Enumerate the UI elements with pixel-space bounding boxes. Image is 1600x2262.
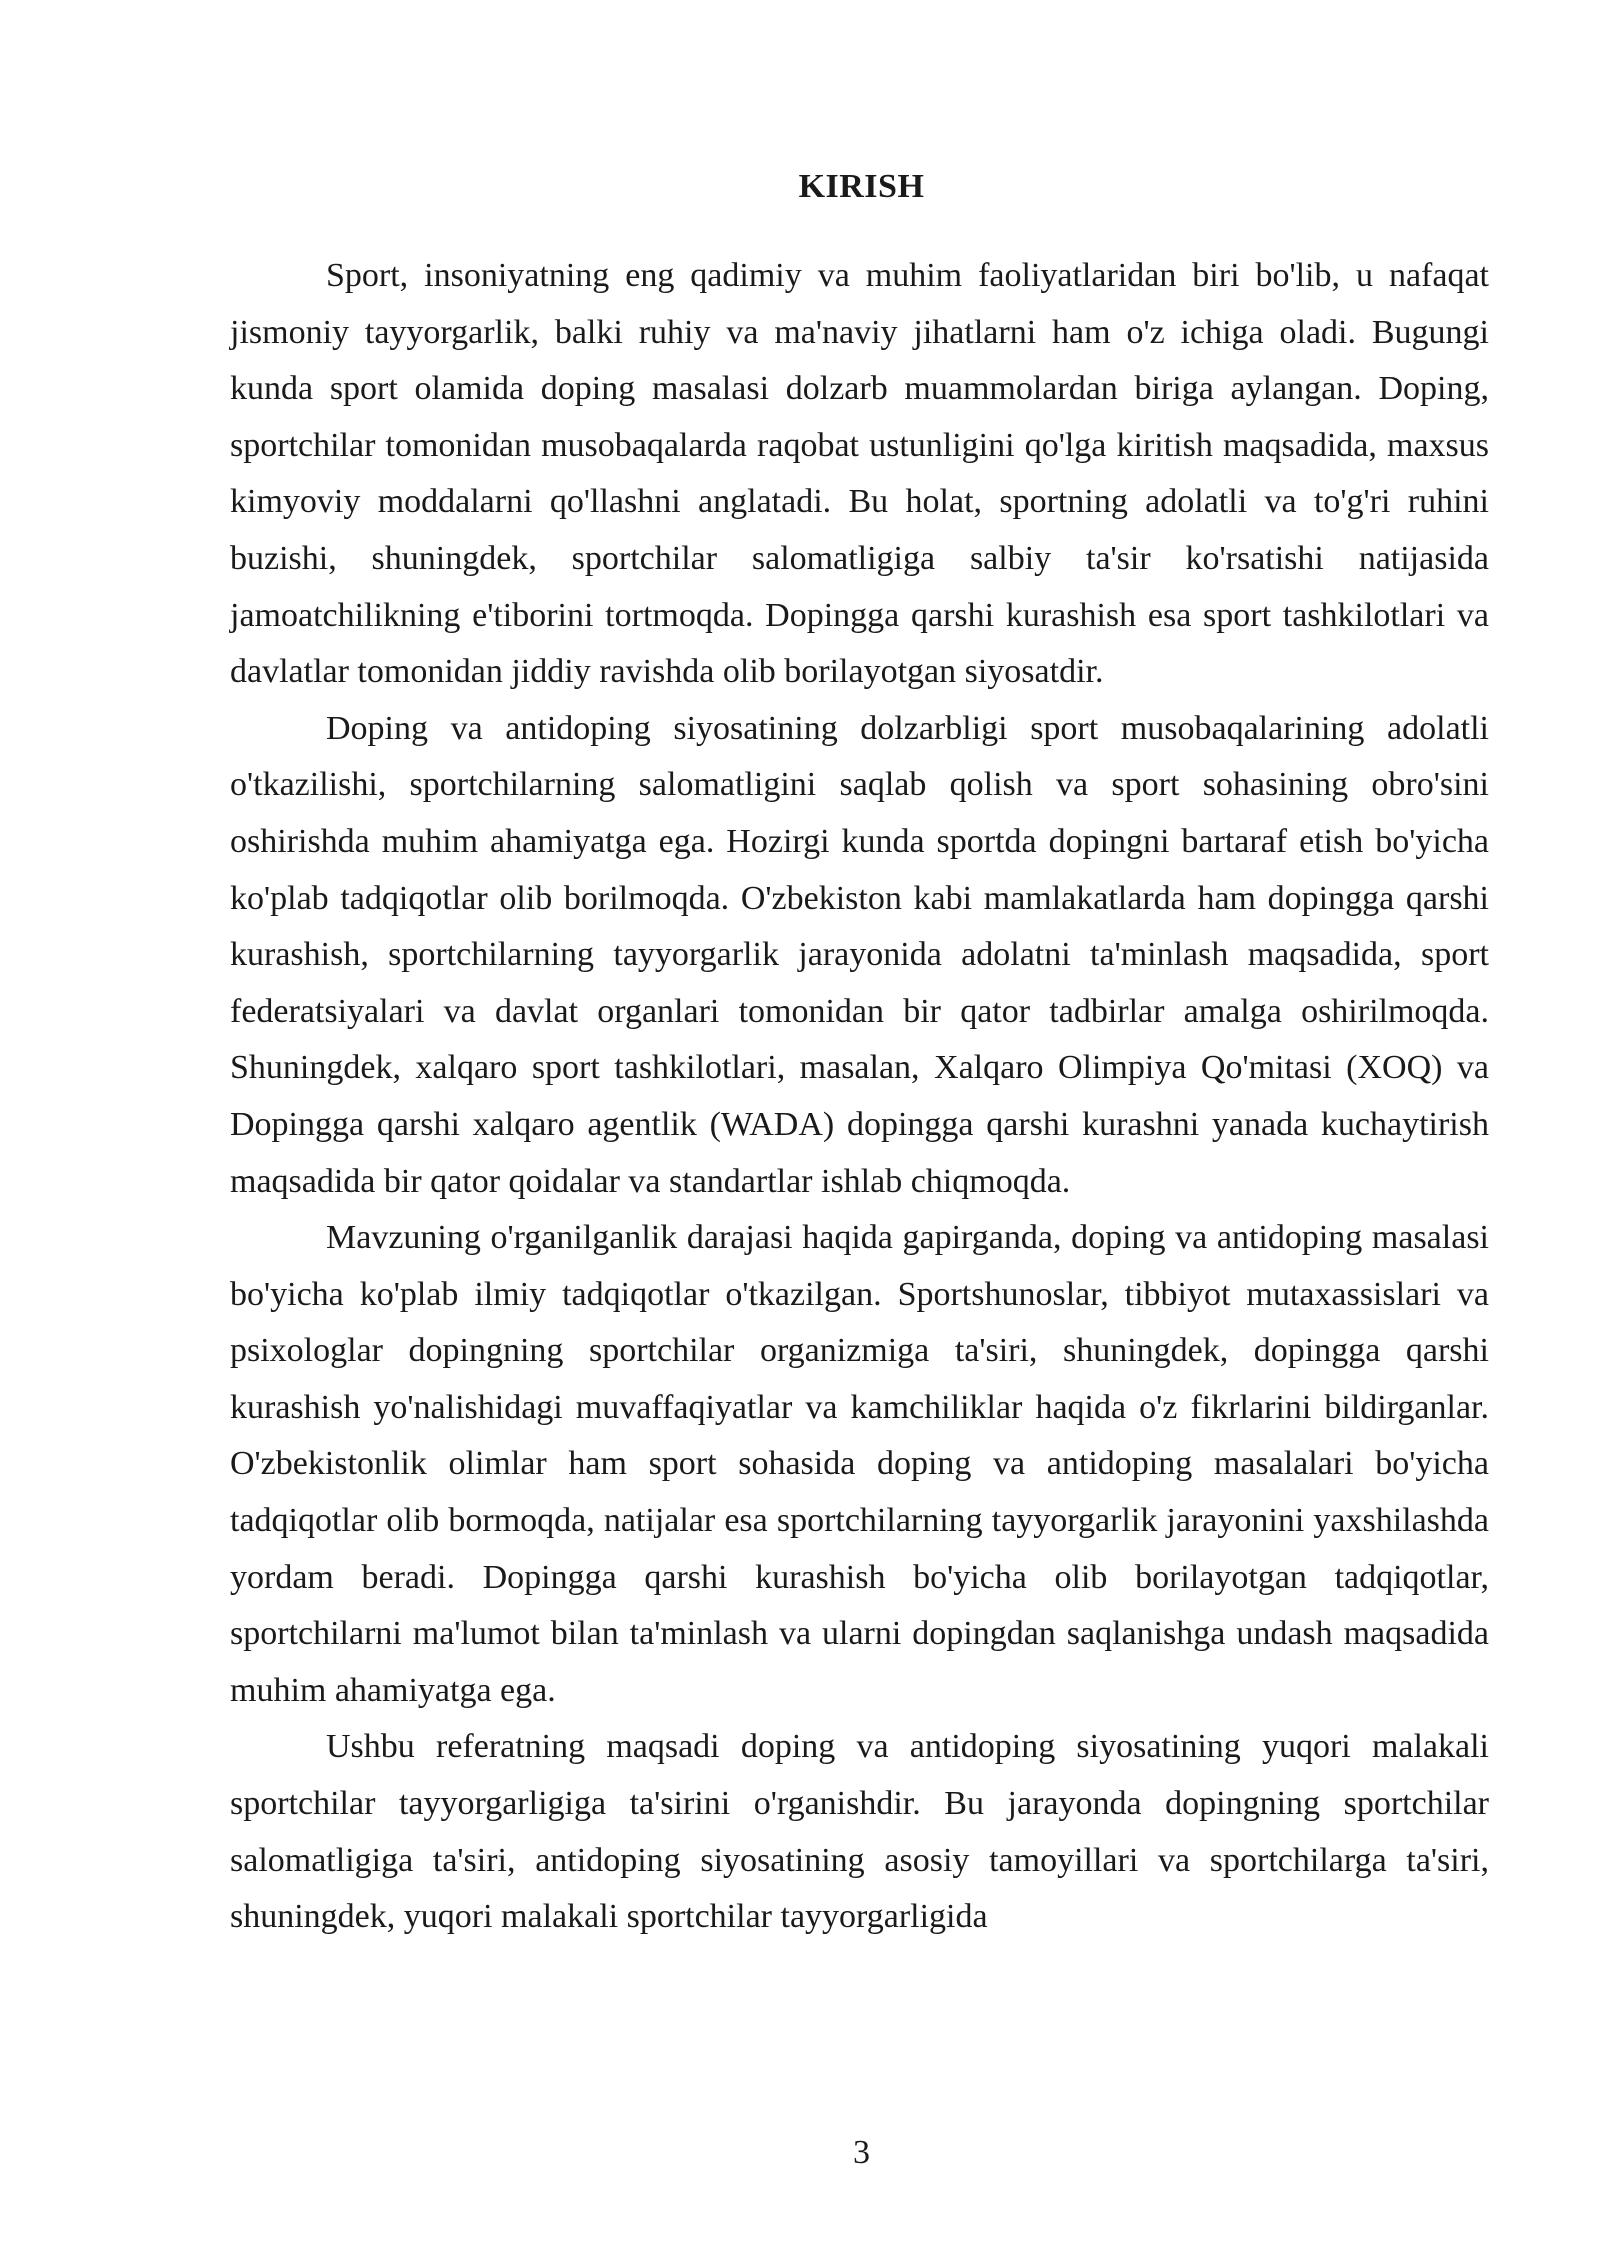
body-text [230,248,1489,1946]
paragraph-1: Sport, insoniyatning eng qadimiy va muhim faoliyatlaridan biri bo'lib, u nafaqat jismoniy tayyorgarlik, balki ruhiy va ma'naviy jihatlarni ham o'z ichiga oladi. Bugungi kunda sport olamida doping masalasi dolzarb muammolardan biriga aylangan. Doping, sportchilar tomonidan musobaqalarda raqobat ustunligini qo'lga kiritish maqsadida, maxsus kimyoviy moddalarni qo'llashni anglatadi. Bu holat, sportning adolatli va to'g'ri ruhini buzishi, shuningdek, sportchilar salomatligiga salbiy ta'sir ko'rsatishi natijasida jamoatchilikning e'tiborini tortmoqda. Dopingga qarshi kurashish esa sport tashkilotlari va davlatlar tomonidan jiddiy ravishda olib borilayotgan siyosatdir. [230,257,1489,691]
page-number: 3 [853,2134,870,2171]
paragraph-4: Ushbu referatning maqsadi doping va antidoping siyosatining yuqori malakali sportchilar tayyorgarligiga ta'sirini o'rganishdir. Bu jarayonda dopingning sportchilar salomatligiga ta'siri, antidoping siyosatining asosiy tamoyillari va sportchilarga ta'siri, shuningdek, yuqori malakali sportchilar tayyorgarligida [230,1728,1489,1936]
paragraph-2: Doping va antidoping siyosatining dolzarbligi sport musobaqalarining adolatli o'tkazilishi, sportchilarning salomatligini saqlab qolish va sport sohasining obro'sini oshirishda muhim ahamiyatga ega. Hozirgi kunda sportda dopingni bartaraf etish bo'yicha ko'plab tadqiqotlar olib borilmoqda. O'zbekiston kabi mamlakatlarda ham dopingga qarshi kurashish, sportchilarning tayyorgarlik jarayonida adolatni ta'minlash maqsadida, sport federatsiyalari va davlat organlari tomonidan bir qator tadbirlar amalga oshirilmoqda. Shuningdek, xalqaro sport tashkilotlari, masalan, Xalqaro Olimpiya Qo'mitasi (XOQ) va Dopingga qarshi xalqaro agentlik (WADA) dopingga qarshi kurashni yanada kuchaytirish maqsadida bir qator qoidalar va standartlar ishlab chiqmoqda. [230,709,1489,1200]
page-title: KIRISH [798,168,925,205]
paragraph-3: Mavzuning o'rganilganlik darajasi haqida gapirganda, doping va antidoping masalasi bo'yicha ko'plab ilmiy tadqiqotlar o'tkazilgan. Sportshunoslar, tibbiyot mutaxassislari va psixologlar dopingning sportchilar organizmiga ta'siri, shuningdek, dopingga qarshi kurashish yo'nalishidagi muvaffaqiyatlar va kamchiliklar haqida o'z fikrlarini bildirganlar. O'zbekistonlik olimlar ham sport sohasida doping va antidoping masalalari bo'yicha tadqiqotlar olib bormoqda, natijalar esa sportchilarning tayyorgarlik jarayonini yaxshilashda yordam beradi. Dopingga qarshi kurashish bo'yicha olib borilayotgan tadqiqotlar, sportchilarni ma'lumot bilan ta'minlash va ularni dopingdan saqlanishga undash maqsadida muhim ahamiyatga ega. [230,1219,1489,1709]
